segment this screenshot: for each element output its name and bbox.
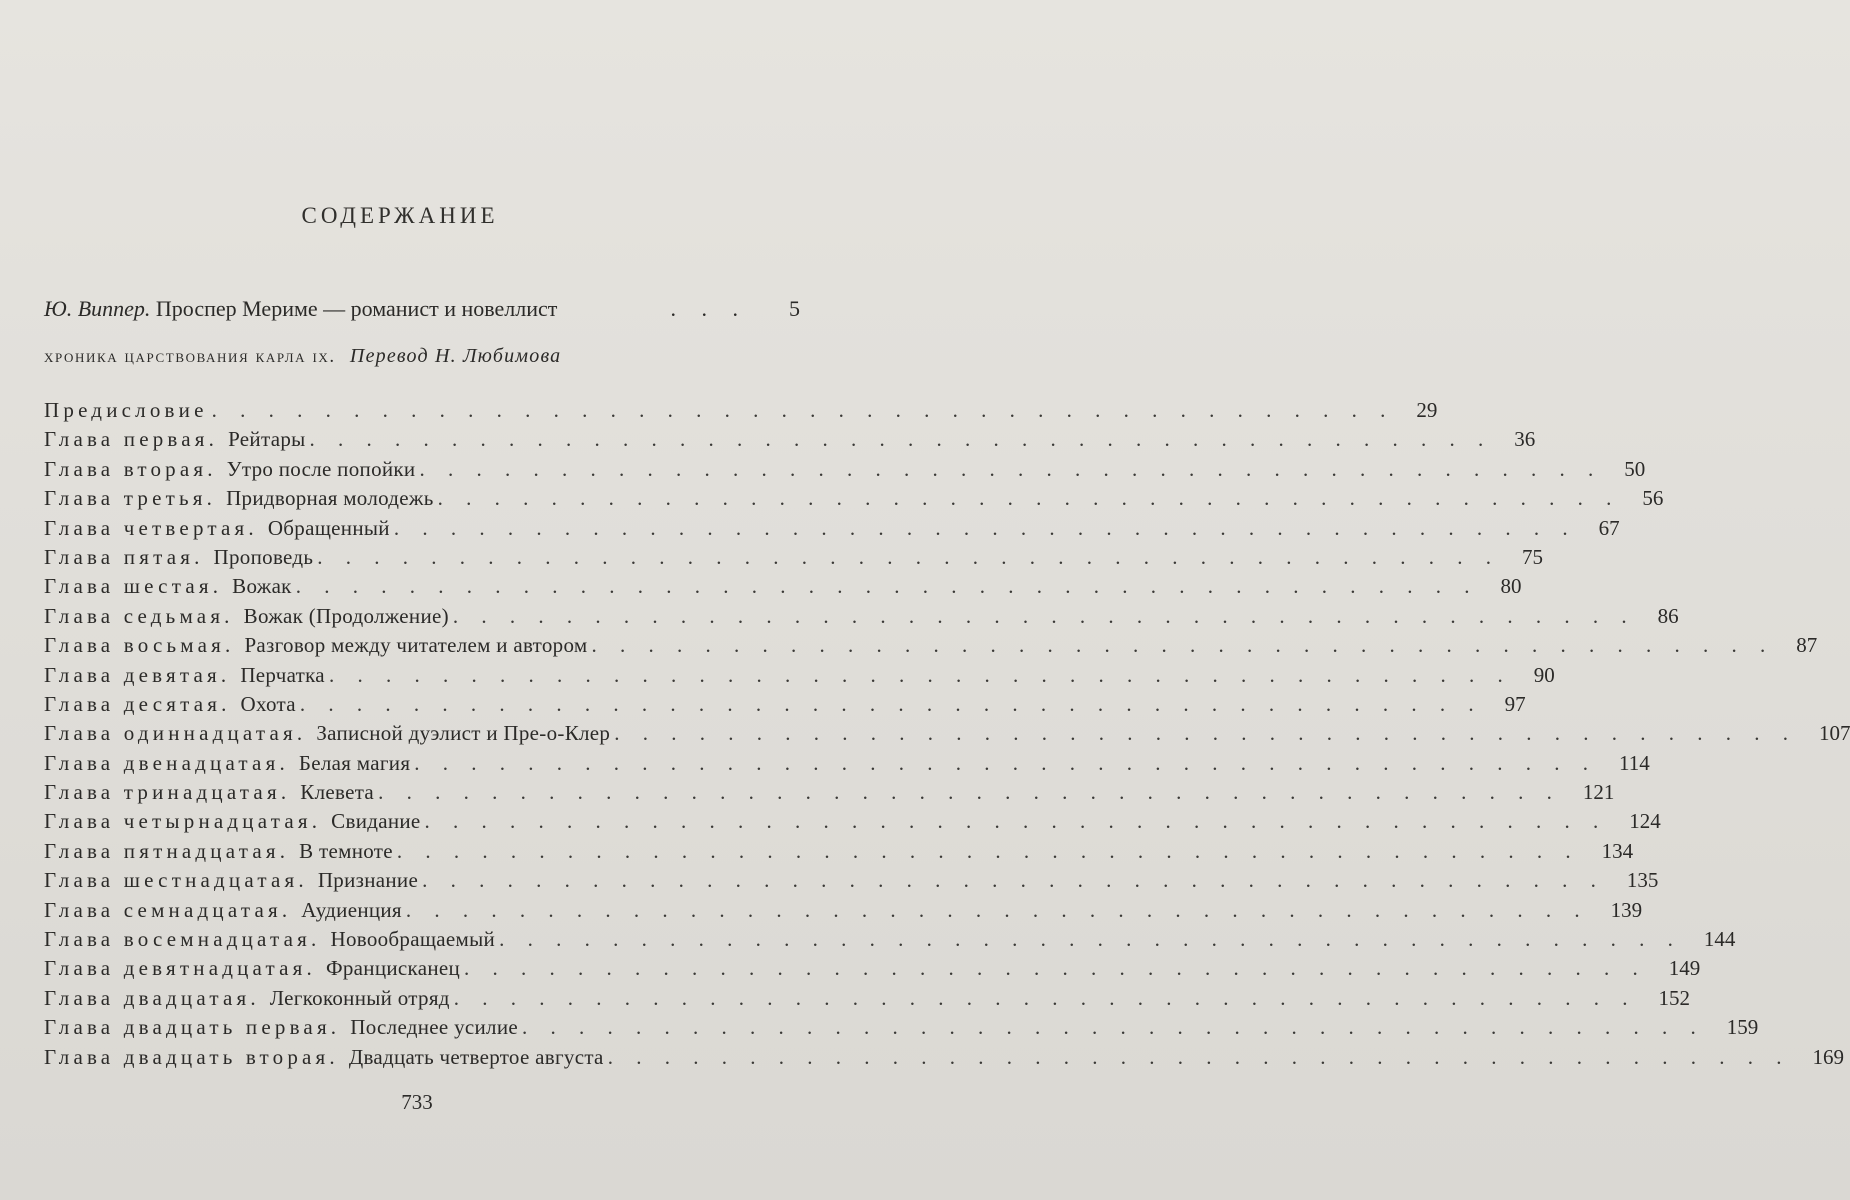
- chapter-title: Обращенный: [267, 515, 390, 540]
- dot-leader: . . . . . . . . . . . . . . . . . . . . . . . . . . . . . . . . . . . . . . . . . .: [614, 721, 1797, 746]
- chapter-number: Глава четвертая.: [44, 515, 258, 540]
- entry-page-number: 134: [1601, 838, 1634, 863]
- entry-page-number: 36: [1514, 427, 1536, 452]
- entry-label: [44, 574, 292, 599]
- dot-leader: . . . . . . . . . . . . . . . . . . . . . . . . . . . . . . . . . . . . . . . . . .: [328, 662, 1512, 687]
- entry-label: [44, 780, 374, 805]
- list-item: [44, 633, 1818, 662]
- chapter-number: Глава семнадцатая.: [44, 897, 292, 922]
- chapter-title: Признание: [317, 868, 419, 893]
- entry-label: [44, 457, 415, 482]
- dot-leader: . . . . . . . . . . . . . . . . . . . . . . . . . . . . . . . . . . . . . . . . . .: [317, 544, 1500, 569]
- chapter-number: Глава одиннадцатая.: [44, 721, 307, 746]
- entry-page-number: 139: [1610, 897, 1643, 922]
- dot-leader: . . . . . . . . . . . . . . . . . . . . . . . . . . . . . . . . . . . . . . . . . .: [299, 691, 1483, 716]
- entry-page-number: 107: [1818, 721, 1850, 746]
- dot-leader: . . .: [670, 296, 748, 321]
- list-item: [44, 780, 1615, 809]
- entry-page-number: 90: [1533, 662, 1555, 687]
- chapter-number: Глава четырнадцатая.: [44, 809, 322, 834]
- intro-title: Проспер Мериме — романист и новеллист: [155, 296, 558, 321]
- list-item: [44, 603, 1679, 633]
- chapter-title: Последнее усилие: [350, 1015, 518, 1040]
- list-item: [44, 897, 1643, 927]
- chapter-number: Глава пятая.: [44, 544, 204, 569]
- list-item: [44, 927, 1736, 956]
- chapter-number: Глава двадцать вторая.: [44, 1044, 339, 1069]
- dot-leader: . . . . . . . . . . . . . . . . . . . . . . . . . . . . . . . . . . . . . . . . . .: [309, 427, 1493, 452]
- list-item: [44, 691, 1526, 721]
- chapter-number: Глава девятая.: [44, 662, 231, 687]
- chapter-number: Глава двадцать первая.: [44, 1015, 341, 1040]
- entry-label: [44, 898, 402, 923]
- dot-leader: . . . . . . . . . . . . . . . . . . . . . . . . . . . . . . . . . . . . . . . . . .: [419, 456, 1603, 481]
- dot-leader: . . . . . . . . . . . . . . . . . . . . . . . . . . . . . . . . . . . . . . . . . .: [393, 515, 1577, 540]
- entry-page-number: 50: [1624, 456, 1646, 481]
- entry-page-number: 121: [1582, 780, 1615, 805]
- dot-leader: . . . . . . . . . . . . . . . . . . . . . . . . . . . . . . . . . . . . . . . . . .: [453, 985, 1637, 1010]
- entry-label: [44, 516, 390, 541]
- list-item: [44, 544, 1543, 574]
- list-item: [44, 456, 1646, 486]
- chapter-title: Утро после попойки: [226, 456, 416, 481]
- entry-page-number: 152: [1658, 985, 1691, 1010]
- dot-leader: . . . . . . . . . . . . . . . . . . . . . . . . . . . . . . . . . . . . . . . . . .: [422, 868, 1605, 893]
- chapter-number: Глава восемнадцатая.: [44, 927, 321, 952]
- entry-label: [44, 751, 410, 776]
- entry-page-number: 149: [1668, 956, 1701, 981]
- entry-page-number: 97: [1504, 691, 1526, 716]
- list-item: [44, 868, 1659, 897]
- chapter-title: Придворная молодежь: [226, 486, 434, 511]
- chapter-number: Глава двадцатая.: [44, 985, 260, 1010]
- entry-page-number: 67: [1598, 515, 1620, 540]
- chapter-title: Францисканец: [325, 956, 461, 981]
- entry-page-number: 75: [1522, 544, 1543, 569]
- page-number: 733: [401, 1090, 433, 1114]
- list-item: [44, 721, 1850, 750]
- entry-page-number: 29: [1416, 398, 1438, 422]
- chapter-number: Глава двенадцатая.: [44, 750, 289, 775]
- chapter-title: Клевета: [300, 780, 375, 805]
- entry-label: [44, 809, 421, 834]
- chapter-number: Предисловие: [44, 398, 208, 422]
- intro-page-number: 5: [789, 296, 800, 321]
- dot-leader: . . . . . . . . . . . . . . . . . . . . . . . . . . . . . . . . . . . . . . . . . .: [424, 809, 1608, 834]
- chapter-number: Глава десятая.: [44, 691, 231, 716]
- entry-label: [44, 398, 208, 423]
- list-item: [44, 1015, 1759, 1044]
- entry-label: [44, 721, 610, 746]
- chapter-title: Перчатка: [240, 662, 325, 687]
- dot-leader: . . . . . . . . . . . . . . . . . . . . . . . . . . . . . . . . . . . . . . . . . .: [211, 398, 1395, 422]
- list-item: [44, 427, 1536, 456]
- chapter-title: Вожак: [232, 574, 292, 599]
- entry-label: [44, 663, 325, 688]
- table-of-contents: [44, 398, 1850, 1074]
- entry-label: [44, 927, 495, 952]
- chapter-number: Глава седьмая.: [44, 603, 234, 628]
- chapter-title: Новообращаемый: [330, 927, 496, 952]
- entry-label: [44, 986, 450, 1011]
- entry-label: [44, 839, 393, 864]
- entry-label: [44, 545, 313, 570]
- entry-page-number: 86: [1657, 603, 1679, 628]
- list-item: [44, 515, 1620, 545]
- chapter-number: Глава третья.: [44, 486, 217, 511]
- chapter-number: Глава тринадцатая.: [44, 780, 291, 805]
- chapter-title: Легкоконный отряд: [269, 985, 450, 1010]
- dot-leader: . . . . . . . . . . . . . . . . . . . . . . . . . . . . . . . . . . . . . . . . . .: [607, 1044, 1791, 1069]
- dot-leader: . . . . . . . . . . . . . . . . . . . . . . . . . . . . . . . . . . . . . . . . . .: [499, 927, 1682, 952]
- list-item: [44, 1044, 1844, 1074]
- chapter-number: Глава пятнадцатая.: [44, 838, 290, 863]
- entry-label: [44, 427, 306, 452]
- list-item: [44, 486, 1664, 515]
- list-item: [44, 809, 1661, 838]
- dot-leader: . . . . . . . . . . . . . . . . . . . . . . . . . . . . . . . . . . . . . . . . . .: [437, 486, 1621, 511]
- entry-label: [44, 956, 460, 981]
- chapter-title: В темноте: [299, 838, 393, 863]
- section-heading: [44, 345, 804, 368]
- entry-label: [44, 692, 296, 717]
- chapter-title: Рейтары: [228, 427, 306, 452]
- dot-leader: . . . . . . . . . . . . . . . . . . . . . . . . . . . . . . . . . . . . . . . . . .: [378, 780, 1561, 805]
- entry-label: [44, 868, 418, 893]
- translator-credit: Перевод Н. Любимова: [349, 345, 562, 367]
- entry-label: [44, 633, 587, 658]
- dot-leader: . . . . . . . . . . . . . . . . . . . . . . . . . . . . . . . . . . . . . . . . . .: [396, 838, 1580, 863]
- entry-page-number: 124: [1629, 809, 1661, 834]
- chapter-number: Глава восьмая.: [44, 633, 235, 658]
- list-item: [44, 398, 1438, 427]
- entry-label: [44, 604, 449, 629]
- entry-page-number: 80: [1500, 574, 1522, 599]
- page-title: СОДЕРЖАНИЕ: [301, 203, 499, 228]
- entry-page-number: 144: [1703, 927, 1736, 952]
- chapter-number: Глава первая.: [44, 427, 219, 452]
- entry-page-number: 56: [1642, 486, 1664, 511]
- chapter-title: Вожак (Продолжение): [243, 603, 449, 628]
- chapter-title: Охота: [240, 691, 296, 716]
- chapter-number: Глава девятнадцатая.: [44, 956, 316, 981]
- chapter-title: Белая магия: [298, 750, 411, 775]
- chapter-title: Проповедь: [213, 544, 314, 569]
- chapter-number: Глава шестнадцатая.: [44, 868, 308, 893]
- chapter-title: Двадцать четвертое августа: [348, 1044, 604, 1069]
- dot-leader: . . . . . . . . . . . . . . . . . . . . . . . . . . . . . . . . . . . . . . . . . .: [414, 750, 1598, 775]
- dot-leader: . . . . . . . . . . . . . . . . . . . . . . . . . . . . . . . . . . . . . . . . . .: [295, 574, 1479, 599]
- dot-leader: . . . . . . . . . . . . . . . . . . . . . . . . . . . . . . . . . . . . . . . . . .: [405, 897, 1589, 922]
- chapter-number: Глава шестая.: [44, 574, 223, 599]
- dot-leader: . . . . . . . . . . . . . . . . . . . . . . . . . . . . . . . . . . . . . . . . . .: [464, 956, 1647, 981]
- list-item: [44, 662, 1555, 692]
- intro-author: Ю. Виппер.: [44, 296, 151, 321]
- work-title: хроника царствования карла ix.: [44, 346, 336, 367]
- chapter-title: Записной дуэлист и Пре-о-Клер: [316, 721, 611, 746]
- chapter-number: Глава вторая.: [44, 456, 217, 481]
- entry-page-number: 169: [1812, 1044, 1844, 1069]
- list-item: [44, 574, 1522, 603]
- entry-label: [44, 1015, 518, 1040]
- dot-leader: . . . . . . . . . . . . . . . . . . . . . . . . . . . . . . . . . . . . . . . . . .: [591, 633, 1775, 658]
- chapter-title: Аудиенция: [301, 897, 402, 922]
- entry-label: [44, 1045, 604, 1070]
- dot-leader: . . . . . . . . . . . . . . . . . . . . . . . . . . . . . . . . . . . . . . . . . .: [452, 603, 1636, 628]
- list-item: [44, 956, 1701, 985]
- entry-page-number: 135: [1626, 868, 1659, 893]
- entry-page-number: 87: [1796, 633, 1818, 658]
- list-item: [44, 750, 1650, 780]
- list-item: [44, 838, 1634, 868]
- dot-leader: . . . . . . . . . . . . . . . . . . . . . . . . . . . . . . . . . . . . . . . . . .: [522, 1015, 1705, 1040]
- chapter-title: Свидание: [331, 809, 421, 834]
- entry-page-number: 159: [1726, 1015, 1759, 1040]
- chapter-title: Разговор между читателем и автором: [244, 633, 588, 658]
- entry-page-number: 114: [1619, 750, 1650, 775]
- toc-intro-entry: [44, 296, 800, 322]
- entry-label: [44, 486, 434, 511]
- list-item: [44, 985, 1691, 1015]
